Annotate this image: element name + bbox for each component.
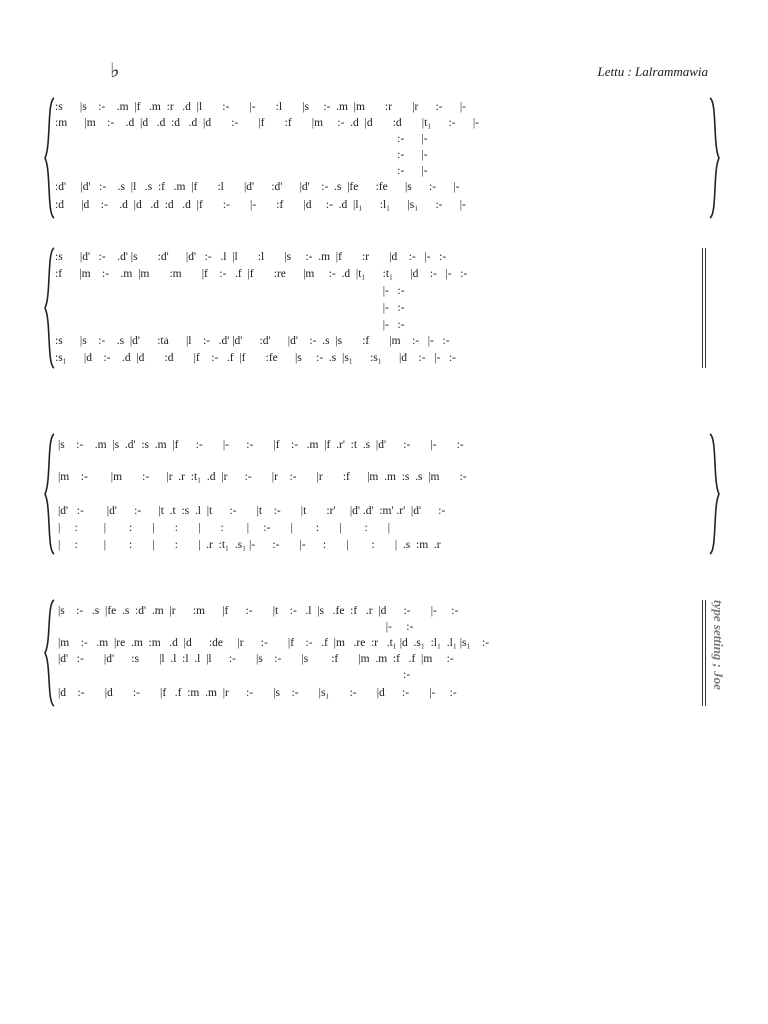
system-2 <box>0 246 768 370</box>
right-brace <box>708 432 720 556</box>
soprano-line: |s :- .m |s .d' :s .m |f :- |- :- |f :- .m |f .r' :t .s |d' :- |- :- <box>58 439 464 451</box>
left-brace <box>44 598 56 708</box>
tenor-line: |d' :- |d' :- |t .t :s .l |t :- |t :- |t :r' |d' .d' :m' .r' |d' :- <box>58 505 446 517</box>
continuation-line: |- :- <box>55 302 405 314</box>
final-double-bar <box>702 600 706 706</box>
continuation-line: :- |- <box>55 149 428 161</box>
tenor-line: |d' :- |d' :s |l .l :l .l |l :- |s :- |s :f |m .m :f .f |m :- <box>58 653 454 665</box>
final-double-bar <box>702 248 706 368</box>
continuation-line: |- :- <box>58 621 414 633</box>
right-brace <box>708 96 720 220</box>
continuation-line: |- :- <box>55 319 405 331</box>
soprano-line: :s |s :- .m |f .m :r .d |l :- |- :l |s :- .m |m :r |r :- |- <box>55 101 466 113</box>
system-1 <box>0 96 768 220</box>
alto-line: |m :- .m |re .m :m .d |d :de |r :- |f :- .f |m .re :r .t₁ |d .s₁ :l₁ .l₁ |s₁ :- <box>58 637 490 649</box>
alto-line: :f |m :- .m |m :m |f :- .f |f :re |m :- .d |t₁ :t₁ |d :- |- :- <box>55 268 468 280</box>
bass-line: |d :- |d :- |f .f :m .m |r :- |s :- |s₁ :- |d :- |- :- <box>58 687 457 699</box>
key-signature: ♭ <box>110 58 120 82</box>
tenor-line: :s |s :- .s |d' :ta |l :- .d' |d' :d' |d' :- .s |s :f |m :- |- :- <box>55 335 450 347</box>
system-4 <box>0 598 768 708</box>
continuation-line: :- |- <box>55 133 428 145</box>
system-3 <box>0 432 768 556</box>
soprano-line: |s :- .s |fe .s :d' .m |r :m |f :- |t :- .l |s .fe :f .r |d :- |- :- <box>58 605 459 617</box>
continuation-line: :- <box>58 669 411 681</box>
left-brace <box>44 432 56 556</box>
typesetting-credit: type setting ; Joe <box>711 600 726 690</box>
continuation-line: :- |- <box>55 165 428 177</box>
lyricist-credit: Lettu : Lalrammawia <box>597 64 708 79</box>
continuation-line: | : | : | : | : | :- | : | : | <box>58 522 391 534</box>
soprano-line: :s |d' :- .d' |s :d' |d' :- .l |l :l |s :- .m |f :r |d :- |- :- <box>55 251 447 263</box>
alto-line: :m |m :- .d |d .d :d .d |d :- |f :f |m :- .d |d :d |t₁ :- |- <box>55 117 479 129</box>
tenor-line: :d' |d' :- .s |l .s :f .m |f :l |d' :d' |d' :- .s |fe :fe |s :- |- <box>55 181 460 193</box>
continuation-line: |- :- <box>55 285 405 297</box>
bass-line: | : | : | : | .r :t₁ .s₁ |- :- |- : | : | .s :m .r <box>58 539 441 551</box>
alto-line: |m :- |m :- |r .r :t₁ .d |r :- |r :- |r :f |m .m :s .s |m :- <box>58 471 467 483</box>
bass-line: :s₁ |d :- .d |d :d |f :- .f |f :fe |s :- .s |s₁ :s₁ |d :- |- :- <box>55 352 456 364</box>
bass-line: :d |d :- .d |d .d :d .d |f :- |- :f |d :- .d |l₁ :l₁ |s₁ :- |- <box>55 199 466 211</box>
